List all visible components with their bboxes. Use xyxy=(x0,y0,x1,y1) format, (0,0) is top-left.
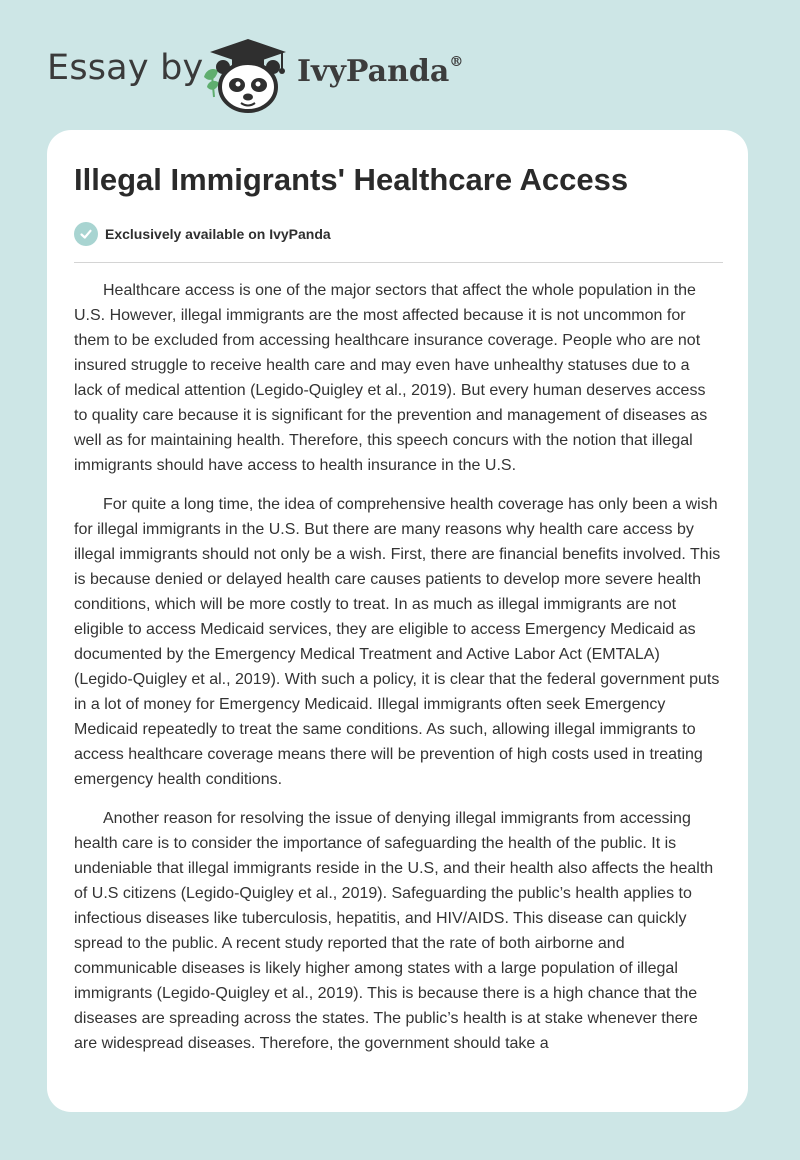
badge-text: Exclusively available on IvyPanda xyxy=(105,226,331,242)
panda-graduate-icon[interactable] xyxy=(198,35,298,115)
paragraph-2: For quite a long time, the idea of comprehensive health coverage has only been a wish for illegal immigrants in the U.S. But there are many reasons why health care access by illegal immigrants should not only be a wish. First, there are financial benefits involved. This is because denied or delayed health care causes patients to develop more severe health conditions, which will be more costly to treat. In as much as illegal immigrants are not eligible to access Medicaid services, they are eligible to access Emergency Medicaid as documented by the Emergency Medical Treatment and Active Labor Act (EMTALA) (Legido-Quigley et al., 2019). With such a policy, it is clear that the federal government puts in a lot of money for Emergency Medicaid. Illegal immigrants often seek Emergency Medicaid repeatedly to treat the same conditions. As such, allowing illegal immigrants to access healthcare coverage means there will be prevention of high costs used in treating emergency health conditions. xyxy=(74,496,721,788)
paragraph-1: Healthcare access is one of the major sectors that affect the whole population in the U.S. However, illegal immigrants are the most affected because it is not uncommon for them to be excluded from accessing healthcare insurance coverage. People who are not insured struggle to receive health care and may even have unhealthy statuses due to a lack of medical attention (Legido-Quigley et al., 2019). But every human deserves access to quality care because it is significant for the prevention and management of diseases as well as for maintaining health. Therefore, this speech concurs with the notion that illegal immigrants should have access to health insurance in the U.S. xyxy=(74,282,708,474)
exclusive-badge xyxy=(74,222,331,246)
paragraph-3: Another reason for resolving the issue of denying illegal immigrants from accessing health care is to consider the importance of safeguarding the health of the public. It is undeniable that illegal immigrants reside in the U.S, and their health also affects the health of U.S citizens (Legido-Quigley et al., 2019). Safeguarding the public’s health applies to infectious diseases like tuberculosis, hepatitis, and HIV/AIDS. This disease can quickly spread to the public. A recent study reported that the rate of both airborne and communicable diseases is likely higher among states with a large population of illegal immigrants (Legido-Quigley et al., 2019). This is because there is a high chance that the diseases are spreading across the states. The public’s health is at stake whenever there are widespread diseases. Therefore, the government should take a xyxy=(74,810,714,1052)
checkmark-icon xyxy=(74,222,98,246)
brand-prefix: Essay by xyxy=(47,48,204,88)
divider xyxy=(74,262,723,263)
essay-body xyxy=(74,278,722,1070)
page-title: Illegal Immigrants' Healthcare Access xyxy=(74,162,629,197)
essay-card xyxy=(47,130,748,1112)
logo-wordmark[interactable]: IvyPanda® xyxy=(297,54,464,89)
site-header xyxy=(0,0,800,130)
registered-mark: ® xyxy=(449,54,464,70)
